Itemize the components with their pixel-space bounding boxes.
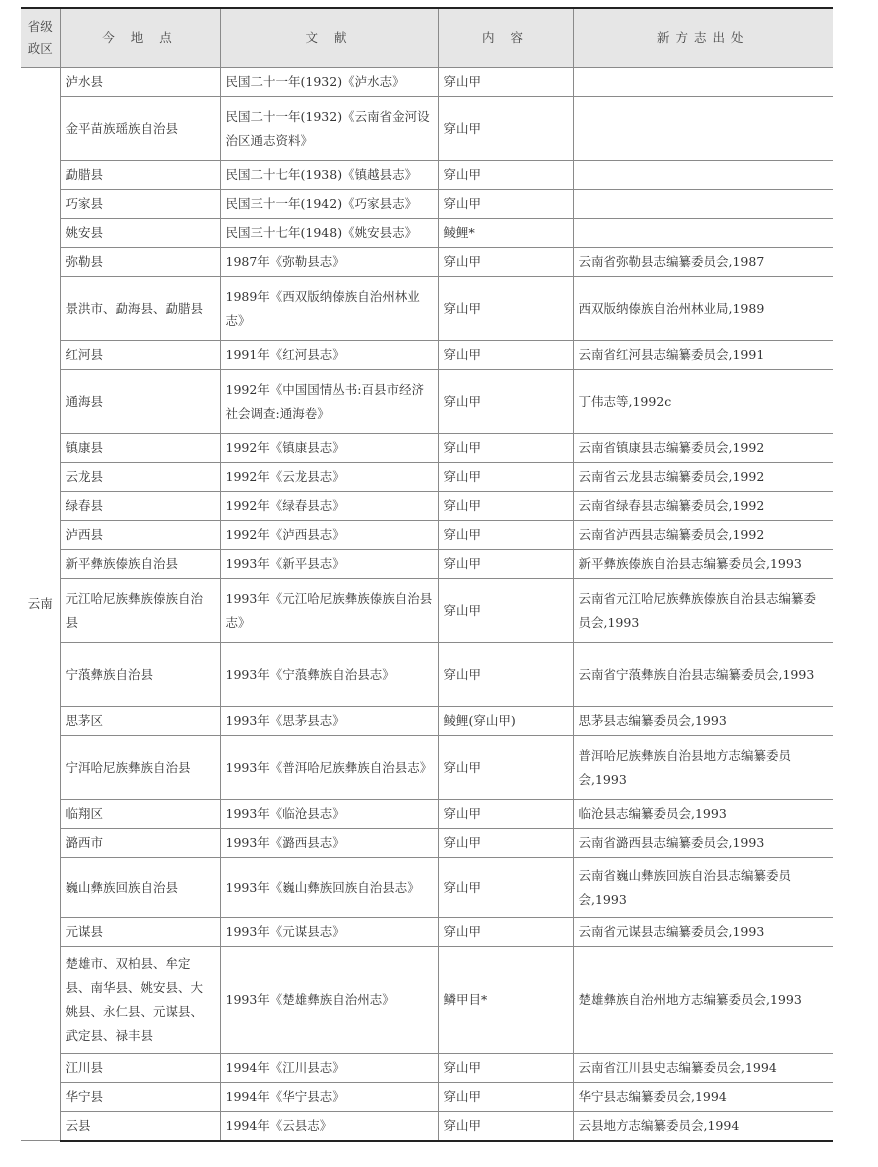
content-cell: 穿山甲 [438, 550, 573, 579]
place-cell: 镇康县 [60, 434, 220, 463]
place-cell: 泸西县 [60, 521, 220, 550]
place-cell: 云县 [60, 1112, 220, 1141]
literature-cell: 1994年《江川县志》 [220, 1054, 438, 1083]
content-cell: 穿山甲 [438, 918, 573, 947]
place-cell: 思茅区 [60, 707, 220, 736]
literature-cell: 1992年《中国国情丛书:百县市经济社会调查:通海卷》 [220, 370, 438, 434]
source-cell: 云南省巍山彝族回族自治县志编纂委员会,1993 [573, 858, 833, 918]
literature-cell: 民国三十七年(1948)《姚安县志》 [220, 219, 438, 248]
literature-cell: 1992年《泸西县志》 [220, 521, 438, 550]
content-cell: 穿山甲 [438, 643, 573, 707]
content-cell: 穿山甲 [438, 248, 573, 277]
table-row [21, 68, 833, 97]
literature-cell: 民国二十一年(1932)《云南省金河设治区通志资料》 [220, 97, 438, 161]
source-cell: 云南省宁蒗彝族自治县志编纂委员会,1993 [573, 643, 833, 707]
content-cell: 穿山甲 [438, 829, 573, 858]
source-cell: 云南省弥勒县志编纂委员会,1987 [573, 248, 833, 277]
place-cell: 宁蒗彝族自治县 [60, 643, 220, 707]
table-row [21, 829, 833, 858]
content-cell: 穿山甲 [438, 341, 573, 370]
table-row [21, 1054, 833, 1083]
table-row [21, 492, 833, 521]
source-cell: 云南省镇康县志编纂委员会,1992 [573, 434, 833, 463]
literature-cell: 民国二十七年(1938)《镇越县志》 [220, 161, 438, 190]
table-row [21, 97, 833, 161]
content-cell: 穿山甲 [438, 800, 573, 829]
literature-cell: 1993年《元江哈尼族彝族傣族自治县志》 [220, 579, 438, 643]
source-cell [573, 219, 833, 248]
place-cell: 红河县 [60, 341, 220, 370]
source-cell: 云南省绿春县志编纂委员会,1992 [573, 492, 833, 521]
source-cell: 临沧县志编纂委员会,1993 [573, 800, 833, 829]
content-cell: 穿山甲 [438, 492, 573, 521]
source-cell: 云南省江川县史志编纂委员会,1994 [573, 1054, 833, 1083]
table-row [21, 858, 833, 918]
literature-cell: 1993年《巍山彝族回族自治县志》 [220, 858, 438, 918]
place-cell: 潞西市 [60, 829, 220, 858]
table-row [21, 161, 833, 190]
province-cell: 云南 [21, 68, 60, 1141]
source-cell: 普洱哈尼族彝族自治县地方志编纂委员会,1993 [573, 736, 833, 800]
content-cell: 穿山甲 [438, 736, 573, 800]
table-row [21, 579, 833, 643]
header-province-line1: 省级 [27, 19, 53, 34]
header-province [21, 8, 60, 68]
literature-cell: 民国二十一年(1932)《泸水志》 [220, 68, 438, 97]
literature-cell: 1993年《潞西县志》 [220, 829, 438, 858]
content-cell: 穿山甲 [438, 68, 573, 97]
literature-cell: 1992年《云龙县志》 [220, 463, 438, 492]
content-cell: 穿山甲 [438, 161, 573, 190]
source-cell: 云县地方志编纂委员会,1994 [573, 1112, 833, 1141]
table-row [21, 434, 833, 463]
place-cell: 云龙县 [60, 463, 220, 492]
source-cell [573, 190, 833, 219]
literature-cell: 1992年《镇康县志》 [220, 434, 438, 463]
source-cell [573, 68, 833, 97]
header-content: 内 容 [438, 8, 573, 68]
table-row [21, 521, 833, 550]
table-row [21, 341, 833, 370]
place-cell: 临翔区 [60, 800, 220, 829]
content-cell: 穿山甲 [438, 858, 573, 918]
place-cell: 江川县 [60, 1054, 220, 1083]
content-cell: 穿山甲 [438, 521, 573, 550]
place-cell: 勐腊县 [60, 161, 220, 190]
place-cell: 金平苗族瑶族自治县 [60, 97, 220, 161]
table-row [21, 248, 833, 277]
table-row [21, 370, 833, 434]
source-cell: 丁伟志等,1992c [573, 370, 833, 434]
content-cell: 穿山甲 [438, 1083, 573, 1112]
table-row [21, 1083, 833, 1112]
place-cell: 弥勒县 [60, 248, 220, 277]
content-cell: 鲮鲤* [438, 219, 573, 248]
content-cell: 鲮鲤(穿山甲) [438, 707, 573, 736]
source-cell: 云南省泸西县志编纂委员会,1992 [573, 521, 833, 550]
place-cell: 楚雄市、双柏县、牟定县、南华县、姚安县、大姚县、永仁县、元谋县、武定县、禄丰县 [60, 947, 220, 1054]
source-cell: 云南省红河县志编纂委员会,1991 [573, 341, 833, 370]
literature-cell: 民国三十一年(1942)《巧家县志》 [220, 190, 438, 219]
content-cell: 穿山甲 [438, 97, 573, 161]
place-cell: 通海县 [60, 370, 220, 434]
place-cell: 巍山彝族回族自治县 [60, 858, 220, 918]
source-cell: 西双版纳傣族自治州林业局,1989 [573, 277, 833, 341]
source-cell: 新平彝族傣族自治县志编纂委员会,1993 [573, 550, 833, 579]
content-cell: 穿山甲 [438, 1054, 573, 1083]
place-cell: 宁洱哈尼族彝族自治县 [60, 736, 220, 800]
header-source: 新方志出处 [573, 8, 833, 68]
content-cell: 穿山甲 [438, 277, 573, 341]
place-cell: 华宁县 [60, 1083, 220, 1112]
place-cell: 元江哈尼族彝族傣族自治县 [60, 579, 220, 643]
place-cell: 元谋县 [60, 918, 220, 947]
content-cell: 穿山甲 [438, 579, 573, 643]
table-row [21, 463, 833, 492]
table-row [21, 707, 833, 736]
table-row [21, 277, 833, 341]
source-cell: 华宁县志编纂委员会,1994 [573, 1083, 833, 1112]
table-header-row [21, 8, 833, 68]
literature-cell: 1993年《临沧县志》 [220, 800, 438, 829]
table-row [21, 947, 833, 1054]
source-cell [573, 97, 833, 161]
source-cell: 云南省元江哈尼族彝族傣族自治县志编纂委员会,1993 [573, 579, 833, 643]
table-row [21, 800, 833, 829]
table-row [21, 550, 833, 579]
table-row [21, 918, 833, 947]
header-place: 今 地 点 [60, 8, 220, 68]
literature-cell: 1993年《新平县志》 [220, 550, 438, 579]
table-row [21, 736, 833, 800]
place-cell: 姚安县 [60, 219, 220, 248]
place-cell: 绿春县 [60, 492, 220, 521]
literature-cell: 1993年《普洱哈尼族彝族自治县志》 [220, 736, 438, 800]
source-cell: 云南省潞西县志编纂委员会,1993 [573, 829, 833, 858]
content-cell: 穿山甲 [438, 370, 573, 434]
content-cell: 鳞甲目* [438, 947, 573, 1054]
content-cell: 穿山甲 [438, 1112, 573, 1141]
source-cell: 思茅县志编纂委员会,1993 [573, 707, 833, 736]
gazetteer-table [21, 7, 833, 1142]
source-cell: 楚雄彝族自治州地方志编纂委员会,1993 [573, 947, 833, 1054]
header-province-line2: 政区 [27, 41, 53, 56]
literature-cell: 1994年《华宁县志》 [220, 1083, 438, 1112]
literature-cell: 1987年《弥勒县志》 [220, 248, 438, 277]
place-cell: 巧家县 [60, 190, 220, 219]
literature-cell: 1989年《西双版纳傣族自治州林业志》 [220, 277, 438, 341]
literature-cell: 1993年《宁蒗彝族自治县志》 [220, 643, 438, 707]
source-cell [573, 161, 833, 190]
place-cell: 景洪市、勐海县、勐腊县 [60, 277, 220, 341]
table-row [21, 643, 833, 707]
literature-cell: 1993年《楚雄彝族自治州志》 [220, 947, 438, 1054]
literature-cell: 1994年《云县志》 [220, 1112, 438, 1141]
content-cell: 穿山甲 [438, 463, 573, 492]
table-row [21, 219, 833, 248]
table-row [21, 190, 833, 219]
literature-cell: 1993年《思茅县志》 [220, 707, 438, 736]
literature-cell: 1992年《绿春县志》 [220, 492, 438, 521]
header-literature: 文 献 [220, 8, 438, 68]
table-row [21, 1112, 833, 1141]
content-cell: 穿山甲 [438, 190, 573, 219]
content-cell: 穿山甲 [438, 434, 573, 463]
source-cell: 云南省元谋县志编纂委员会,1993 [573, 918, 833, 947]
literature-cell: 1993年《元谋县志》 [220, 918, 438, 947]
literature-cell: 1991年《红河县志》 [220, 341, 438, 370]
place-cell: 新平彝族傣族自治县 [60, 550, 220, 579]
source-cell: 云南省云龙县志编纂委员会,1992 [573, 463, 833, 492]
place-cell: 泸水县 [60, 68, 220, 97]
